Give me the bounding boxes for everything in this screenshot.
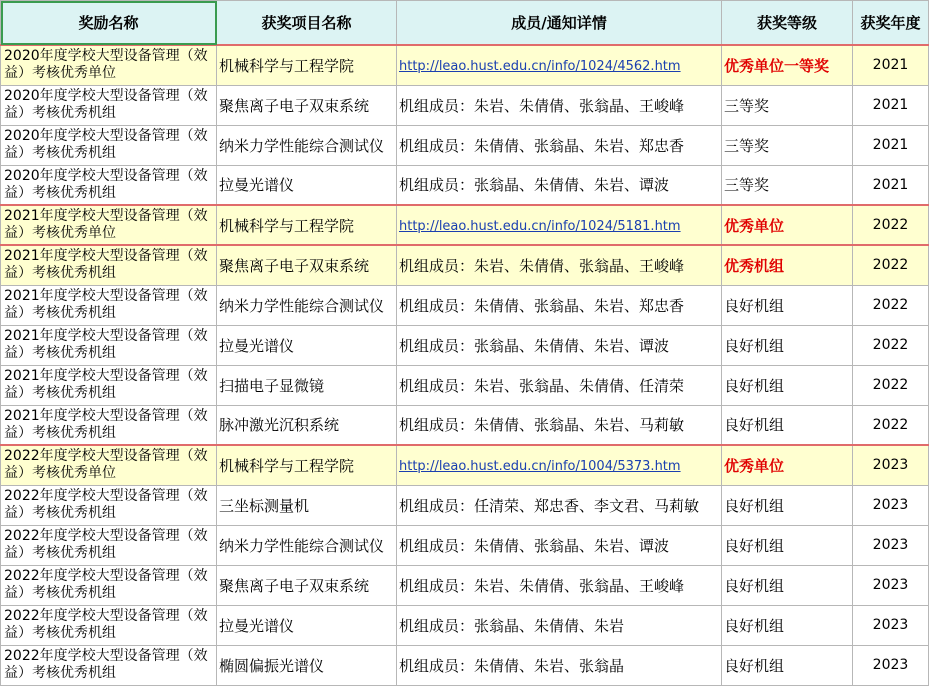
- cell-award-name[interactable]: 2021年度学校大型设备管理（效益）考核优秀机组: [1, 365, 217, 405]
- cell-award-name[interactable]: 2020年度学校大型设备管理（效益）考核优秀机组: [1, 85, 217, 125]
- table-row: [1, 125, 929, 165]
- cell-award-year[interactable]: 2023: [853, 565, 929, 605]
- cell-award-name[interactable]: 2021年度学校大型设备管理（效益）考核优秀机组: [1, 325, 217, 365]
- cell-project-name[interactable]: 机械科学与工程学院: [217, 445, 397, 485]
- notice-link[interactable]: http://leao.hust.edu.cn/info/1004/5373.htm: [399, 459, 681, 475]
- table-row: [1, 485, 929, 525]
- cell-members-details[interactable]: 机组成员：朱岩、张翁晶、朱倩倩、任清荣: [397, 365, 722, 405]
- cell-award-year[interactable]: 2022: [853, 205, 929, 245]
- table-row: [1, 605, 929, 645]
- cell-award-level[interactable]: 良好机组: [722, 405, 853, 445]
- cell-project-name[interactable]: 纳米力学性能综合测试仪: [217, 285, 397, 325]
- cell-members-details[interactable]: 机组成员：朱岩、朱倩倩、张翁晶、王峻峰: [397, 565, 722, 605]
- cell-project-name[interactable]: 椭圆偏振光谱仪: [217, 645, 397, 685]
- table-row: [1, 325, 929, 365]
- cell-members-details[interactable]: 机组成员：张翁晶、朱倩倩、朱岩、谭波: [397, 325, 722, 365]
- cell-award-year[interactable]: 2021: [853, 85, 929, 125]
- cell-award-year[interactable]: 2022: [853, 405, 929, 445]
- cell-award-level[interactable]: 良好机组: [722, 325, 853, 365]
- cell-award-level[interactable]: 良好机组: [722, 485, 853, 525]
- cell-project-name[interactable]: 机械科学与工程学院: [217, 45, 397, 85]
- cell-project-name[interactable]: 拉曼光谱仪: [217, 325, 397, 365]
- cell-award-name[interactable]: 2021年度学校大型设备管理（效益）考核优秀机组: [1, 405, 217, 445]
- cell-award-year[interactable]: 2022: [853, 285, 929, 325]
- cell-award-year[interactable]: 2022: [853, 245, 929, 285]
- cell-award-year[interactable]: 2022: [853, 325, 929, 365]
- table-row: [1, 405, 929, 445]
- cell-members-details[interactable]: 机组成员：朱倩倩、张翁晶、朱岩、郑忠香: [397, 285, 722, 325]
- table-row: [1, 365, 929, 405]
- cell-award-level[interactable]: 良好机组: [722, 565, 853, 605]
- cell-award-name[interactable]: 2022年度学校大型设备管理（效益）考核优秀机组: [1, 645, 217, 685]
- cell-members-details[interactable]: 机组成员：朱岩、朱倩倩、张翁晶、王峻峰: [397, 85, 722, 125]
- cell-award-level[interactable]: 良好机组: [722, 605, 853, 645]
- cell-award-level[interactable]: 三等奖: [722, 125, 853, 165]
- cell-project-name[interactable]: 扫描电子显微镜: [217, 365, 397, 405]
- cell-award-year[interactable]: 2023: [853, 485, 929, 525]
- cell-award-level[interactable]: 优秀机组: [722, 245, 853, 285]
- table-row: [1, 205, 929, 245]
- cell-award-year[interactable]: 2022: [853, 365, 929, 405]
- cell-award-level[interactable]: 良好机组: [722, 285, 853, 325]
- cell-members-details[interactable]: 机组成员：朱岩、朱倩倩、张翁晶、王峻峰: [397, 245, 722, 285]
- cell-project-name[interactable]: 纳米力学性能综合测试仪: [217, 125, 397, 165]
- cell-members-details[interactable]: 机组成员：张翁晶、朱倩倩、朱岩、谭波: [397, 165, 722, 205]
- cell-award-year[interactable]: 2021: [853, 45, 929, 85]
- cell-members-details[interactable]: 机组成员：朱倩倩、张翁晶、朱岩、谭波: [397, 525, 722, 565]
- cell-award-level[interactable]: 良好机组: [722, 645, 853, 685]
- header-award-name[interactable]: 奖励名称: [1, 1, 217, 46]
- cell-award-name[interactable]: 2021年度学校大型设备管理（效益）考核优秀单位: [1, 205, 217, 245]
- cell-award-name[interactable]: 2020年度学校大型设备管理（效益）考核优秀单位: [1, 45, 217, 85]
- cell-members-details[interactable]: 机组成员：朱倩倩、张翁晶、朱岩、郑忠香: [397, 125, 722, 165]
- cell-award-level[interactable]: 优秀单位: [722, 445, 853, 485]
- cell-project-name[interactable]: 脉冲激光沉积系统: [217, 405, 397, 445]
- table-row: [1, 525, 929, 565]
- cell-members-details[interactable]: 机组成员：张翁晶、朱倩倩、朱岩: [397, 605, 722, 645]
- table-row: [1, 165, 929, 205]
- cell-project-name[interactable]: 三坐标测量机: [217, 485, 397, 525]
- table-row: [1, 565, 929, 605]
- table-body: [1, 45, 929, 685]
- table-row: [1, 445, 929, 485]
- notice-link[interactable]: http://leao.hust.edu.cn/info/1024/5181.htm: [399, 219, 681, 234]
- cell-award-name[interactable]: 2020年度学校大型设备管理（效益）考核优秀机组: [1, 125, 217, 165]
- header-members-details[interactable]: 成员/通知详情: [397, 1, 722, 46]
- table-row: [1, 245, 929, 285]
- cell-award-name[interactable]: 2022年度学校大型设备管理（效益）考核优秀机组: [1, 525, 217, 565]
- header-award-level[interactable]: 获奖等级: [722, 1, 853, 46]
- table-row: [1, 45, 929, 85]
- cell-members-details[interactable]: [397, 205, 722, 245]
- cell-award-name[interactable]: 2021年度学校大型设备管理（效益）考核优秀机组: [1, 285, 217, 325]
- cell-award-name[interactable]: 2022年度学校大型设备管理（效益）考核优秀机组: [1, 605, 217, 645]
- notice-link[interactable]: http://leao.hust.edu.cn/info/1024/4562.htm: [399, 59, 681, 75]
- cell-project-name[interactable]: 聚焦离子电子双束系统: [217, 245, 397, 285]
- cell-award-year[interactable]: 2021: [853, 165, 929, 205]
- cell-award-level[interactable]: 优秀单位一等奖: [722, 45, 853, 85]
- cell-award-name[interactable]: 2022年度学校大型设备管理（效益）考核优秀机组: [1, 565, 217, 605]
- cell-project-name[interactable]: 拉曼光谱仪: [217, 165, 397, 205]
- table-row: [1, 645, 929, 685]
- cell-award-level[interactable]: 三等奖: [722, 85, 853, 125]
- cell-members-details[interactable]: 机组成员：朱倩倩、张翁晶、朱岩、马莉敏: [397, 405, 722, 445]
- cell-award-year[interactable]: 2023: [853, 645, 929, 685]
- cell-award-year[interactable]: 2021: [853, 125, 929, 165]
- cell-project-name[interactable]: 纳米力学性能综合测试仪: [217, 525, 397, 565]
- cell-award-level[interactable]: 良好机组: [722, 365, 853, 405]
- header-project-name[interactable]: 获奖项目名称: [217, 1, 397, 46]
- header-row: [1, 1, 929, 46]
- cell-project-name[interactable]: 拉曼光谱仪: [217, 605, 397, 645]
- cell-award-name[interactable]: 2022年度学校大型设备管理（效益）考核优秀单位: [1, 445, 217, 485]
- cell-members-details[interactable]: 机组成员：朱倩倩、朱岩、张翁晶: [397, 645, 722, 685]
- table-row: [1, 285, 929, 325]
- cell-award-name[interactable]: 2022年度学校大型设备管理（效益）考核优秀机组: [1, 485, 217, 525]
- cell-members-details[interactable]: 机组成员：任清荣、郑忠香、李文君、马莉敏: [397, 485, 722, 525]
- cell-award-name[interactable]: 2020年度学校大型设备管理（效益）考核优秀机组: [1, 165, 217, 205]
- cell-award-level[interactable]: 良好机组: [722, 525, 853, 565]
- table-row: [1, 85, 929, 125]
- cell-award-year[interactable]: 2023: [853, 605, 929, 645]
- cell-award-name[interactable]: 2021年度学校大型设备管理（效益）考核优秀机组: [1, 245, 217, 285]
- cell-award-level[interactable]: 三等奖: [722, 165, 853, 205]
- cell-award-year[interactable]: 2023: [853, 525, 929, 565]
- cell-project-name[interactable]: 聚焦离子电子双束系统: [217, 85, 397, 125]
- cell-members-details[interactable]: [397, 445, 722, 485]
- cell-award-level[interactable]: 优秀单位: [722, 205, 853, 245]
- header-award-year[interactable]: 获奖年度: [853, 1, 929, 46]
- cell-project-name[interactable]: 聚焦离子电子双束系统: [217, 565, 397, 605]
- cell-members-details[interactable]: [397, 45, 722, 85]
- cell-award-year[interactable]: 2023: [853, 445, 929, 485]
- cell-project-name[interactable]: 机械科学与工程学院: [217, 205, 397, 245]
